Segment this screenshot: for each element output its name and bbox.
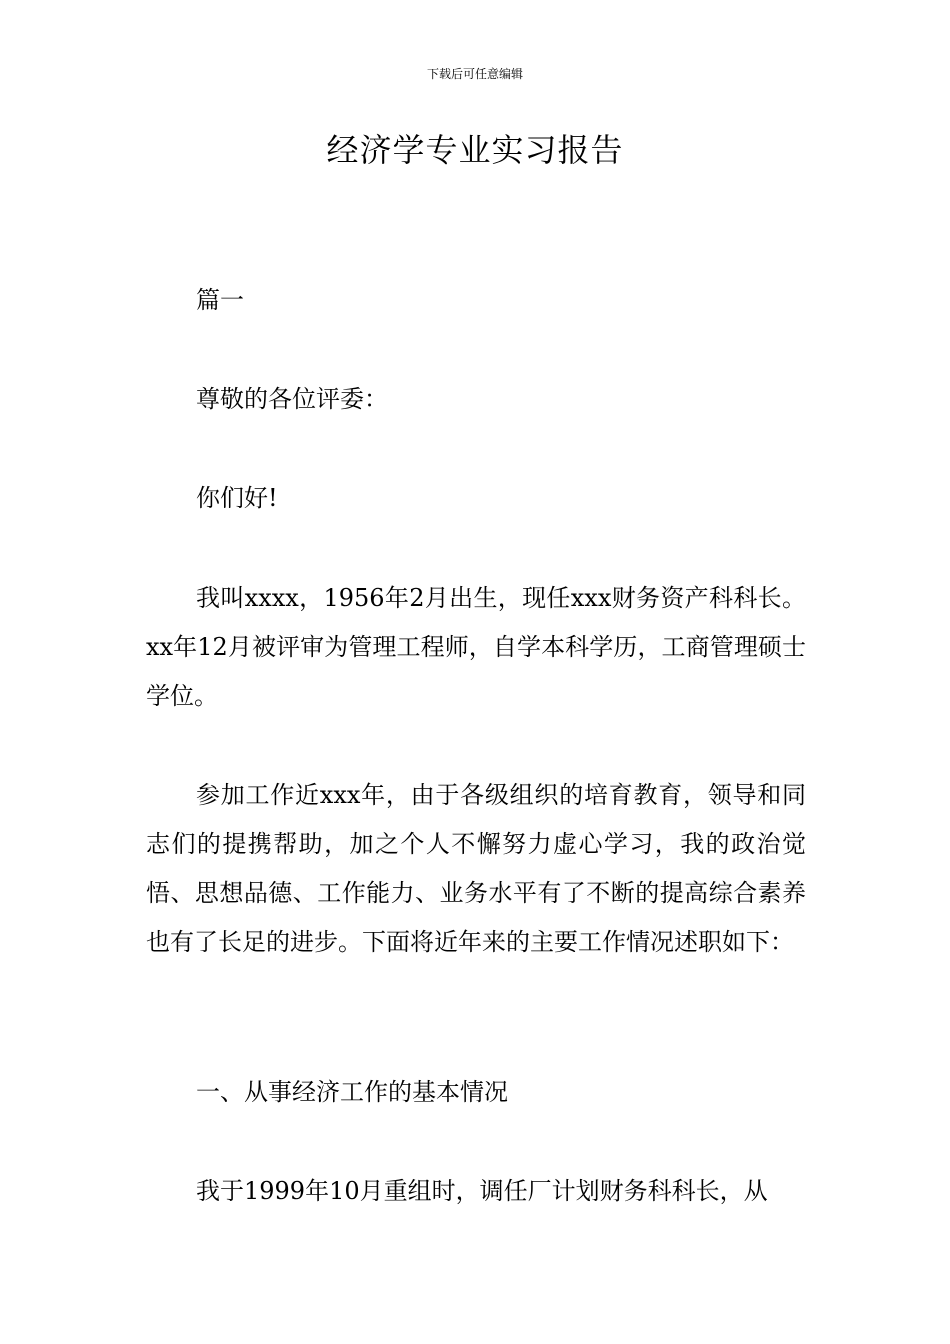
last-paragraph: 我于1999年10月重组时，调任厂计划财务科科长，从 [196, 1177, 768, 1205]
intro-paragraph: 我叫xxxx，1956年2月出生，现任xxx财务资产科科长。xx年12月被评审为管理工程师，自学本科学历，工商管理硕士学位。 [146, 584, 806, 710]
part-heading: 篇一 [196, 286, 244, 314]
section-heading: 一、从事经济工作的基本情况 [196, 1078, 508, 1106]
greeting-paragraph: 你们好! [196, 484, 278, 512]
header-note: 下载后可任意编辑 [426, 67, 523, 81]
work-paragraph: 参加工作近xxx年，由于各级组织的培育教育，领导和同志们的提携帮助，加之个人不懈努力虚心学习，我的政治觉悟、思想品德、工作能力、业务水平有了不断的提高综合素养也有了长足的进步。下面将近年来的主要工作情况述职如下： [146, 781, 806, 956]
document-title: 经济学专业实习报告 [326, 131, 624, 169]
salutation-paragraph: 尊敬的各位评委： [196, 385, 388, 413]
